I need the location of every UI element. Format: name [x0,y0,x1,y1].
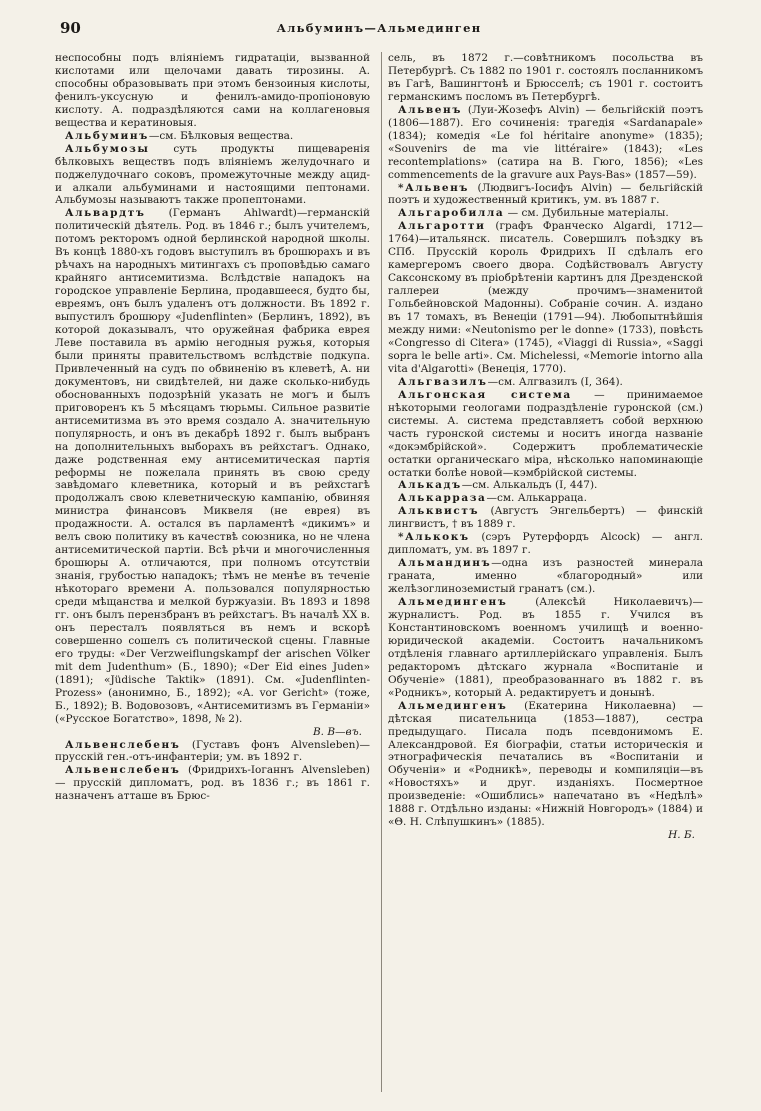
entry-text: (Людвигъ-Іосифъ Alvin) — бельгійскій поэтъ и художественный критикъ, ум. въ 1887 г. [388,181,703,207]
dictionary-entry [55,207,370,725]
entry-headword: Алькарраза [398,492,487,505]
entry-text: —см. Алькальдъ (I, 447). [461,479,598,492]
entry-headword: Альмандинъ [398,557,492,570]
dictionary-entry [388,479,703,492]
entry-headword: Альвенслебенъ [65,764,181,777]
dictionary-entry [55,130,370,143]
entry-headword: Альквистъ [398,505,480,518]
dictionary-entry [388,492,703,505]
dictionary-entry [55,764,370,803]
entry-text: (Густавъ фонъ Alvensleben)—прусскій ген.-отъ-инфантеріи; ум. въ 1892 г. [55,738,370,764]
entry-text: — принимаемое нѣкоторыми геологами подраздѣленіе гуронской (см.) системы. А. система представляетъ собой верхнюю часть гуронской системы и носитъ иногда названіе «докэмбрійской». Содержитъ проблематическіе остатки органическаго міра, нѣсколько напоминающіе остатки болѣе новой—кэмбрійской системы. [388,388,703,479]
author-signature: Н. Б. [668,829,695,842]
entry-text: (Екатерина Николаевна) — дѣтская писательница (1853—1887), сестра предыдущаго. Писала подъ псевдонимомъ Е. Александровой. Ея біографіи, статьи историческія и этнографическія печатались въ «Воспитаніи и Обученіи» и «Родникѣ», переводы и компиляціи—въ «Новостяхъ» и друг. изданіяхъ. Посмертное произведеніе: «Ошиблись» напечатано въ «Недѣлѣ» 1888 г. Отдѣльно изданы: «Нижній Новгородъ» (1884) и «Θ. Н. Слѣпушкинъ» (1885). [388,699,703,829]
page-header [52,19,706,39]
left-column [55,52,370,1092]
dictionary-entry [388,596,703,700]
dictionary-entry [55,52,370,130]
entry-headword: Альвардтъ [65,207,146,220]
entry-text: —см. Бѣлковыя вещества. [148,129,294,142]
entry-headword: Альбуминъ [65,129,149,142]
entry-headword: Альгвазилъ [398,375,488,388]
dictionary-entry [55,739,370,765]
author-signature: В. В—въ. [312,725,362,738]
entry-text: (графъ Франческо Algardi, 1712—1764)—итальянск. писатель. Совершилъ поѣздку въ СПб. Прусскій король Фридрихъ II сдѣлалъ его камергеромъ своего двора. Содѣйствовалъ Августу Саксонскому въ пріобрѣтеніи картинъ для Дрезденской галлереи (между прочимъ—знаменитой Гольбейновской Мадонны). Собраніе сочин. А. издано въ 17 томахъ, въ Венеціи (1791—94). Любопытнѣйшія между ними: «Neutonismo per le donne» (1733), повѣсть «Congresso di Citera» (1745), «Viaggi di Russia», «Saggi sopra le belle arti». См. Michelessi, «Memorie intorno alla vita d'Algarotti» (Венеція, 1770). [388,220,703,375]
entry-text: (сэръ Рутерфордъ Alcock) — англ. дипломатъ, ум. въ 1897 г. [388,531,703,557]
dictionary-entry [388,531,703,557]
page-number: 90 [60,19,81,37]
entry-text: — см. Дубильные матеріалы. [504,207,669,220]
entry-text: —см. Алькарраца. [486,492,587,505]
entry-text: (Фридрихъ-Іоганнъ Alvensleben) — прусскій дипломатъ, род. въ 1836 г.; въ 1861 г. назначенъ атташе въ Брюс- [55,764,370,803]
dictionary-entry [55,143,370,208]
entry-headword: Альмедингенъ [398,699,508,712]
dictionary-entry [388,104,703,182]
right-column [388,52,703,1092]
entry-headword: Альмедингенъ [398,596,508,609]
entry-text: сель, въ 1872 г.—совѣтникомъ посольства въ Петербургѣ. Съ 1882 по 1901 г. состоялъ посланникомъ въ Гагѣ, Вашингтонѣ и Брюсселѣ; съ 1901 г. состоитъ германскимъ посломъ въ Петербургѣ. [388,52,703,103]
entry-headword: *Алькокъ [398,531,470,544]
entry-text: (Алексѣй Николаевичъ)—журналистъ. Род. въ 1855 г. Учился въ Константиновскомъ военномъ училищѣ и военно-юридической академіи. Состоитъ начальникомъ отдѣленія главнаго артиллерійскаго управленія. Былъ редакторомъ дѣтскаго журнала «Воспитаніе и Обученіе» (1881), преобразованнаго въ 1882 г. въ «Родникъ», который А. редактируетъ и донынѣ. [388,596,703,699]
dictionary-entry [388,376,703,389]
entry-text: суть продукты пищеваренія бѣлковыхъ веществъ подъ вліяніемъ желудочнаго и поджелудочнаго соковъ, промежуточные между ацид- и алкали альбуминами и настоящими пептонами. Альбумозы называютъ также пропептонами. [55,142,370,207]
entry-headword: Алькадъ [398,479,462,492]
dictionary-entry [388,700,703,830]
entry-headword: Альгаротти [398,220,486,233]
entry-text: (Луи-Жозефъ Alvin) — бельгійскій поэтъ (1806—1887). Его сочиненія: трагедія «Sardanapale» (1834); комедія «Le fol héritaire anonyme» (1835); «Souvenirs de ma vie littéraire» (1843); «Les recontemplations» (сатира на В. Гюго, 1856); «Les commencements de la gravure aux Pays-Bas» (1857—59). [388,103,703,181]
dictionary-entry [388,505,703,531]
dictionary-entry [388,182,703,208]
entry-headword: *Альвенъ [398,181,470,194]
dictionary-entry [388,389,703,480]
entry-headword: Альвенслебенъ [65,738,181,751]
entry-text: (Августъ Энгельбертъ) — финскій лингвистъ, † въ 1889 г. [388,505,703,531]
dictionary-entry [388,220,703,375]
dictionary-entry [388,52,703,104]
running-title: Альбуминъ—Альмединген [276,21,482,35]
entry-text: —см. Алгвазилъ (I, 364). [487,375,623,388]
entry-text: неспособны подъ вліяніемъ гидратаціи, вызванной кислотами или щелочами давать тирозины. А. способны образовывать при этомъ бензоиныя кислоты, фенилъ-уксусную и фенилъ-амидо-пропіоновую кислоту. А. подраздѣляются сами на коллагеновыя вещества и кератиновыя. [55,52,370,129]
entry-headword: Альгонская система [398,388,572,401]
dictionary-entry [388,557,703,596]
entry-headword: Альвенъ [398,103,462,116]
column-divider [381,52,382,1092]
entry-headword: Альбумозы [65,142,150,155]
entry-headword: Альгаробилла [398,207,505,220]
dictionary-entry [388,207,703,220]
entry-text: (Германъ Ahlwardt)—германскій политическій дѣятель. Род. въ 1846 г.; былъ учителемъ, потомъ ректоромъ одной берлинской народной школы. Въ концѣ 1880-хъ годовъ выступилъ въ брошюрахъ и въ рѣчахъ на народныхъ митингахъ съ проповѣдью самаго крайняго антисемитизма. Вслѣдствіе нападокъ на городское управленіе Берлина, продавшееся, будто бы, евреямъ, онъ былъ удаленъ отъ должности. Въ 1892 г. выпустилъ брошюру «Judenflinten» (Берлинъ, 1892), въ которой доказывалъ, что оружейная фабрика еврея Леве поставила въ армію негодныя ружья, которыя были приняты правительствомъ вслѣдствіе подкупа. Привлеченный на судъ по обвиненію въ клеветѣ, А. ни документовъ, ни свидѣтелей, ни даже сколько-нибудь обоснованныхъ подозрѣній указать не могъ и былъ приговоренъ къ 5 мѣсяцамъ тюрьмы. Сильное развитіе антисемитизма въ это время создало А. значительную популярность, и онъ въ декабрѣ 1892 г. былъ выбранъ на дополнительныхъ выборахъ въ рейхстагъ. Однако, даже родственная ему антисемитическая партія реформы не пожелала принять въ свою среду завѣдомаго клеветника, который и въ рейхстагѣ продолжалъ свою клеветническую кампанію, обвиняя министра финансовъ Миквеля (не еврея) въ продажности. А. остался въ парламентѣ «дикимъ» и велъ свою политику въ качествѣ союзника, но не члена антисемитической партіи. Всѣ рѣчи и многочисленныя брошюры А. отличаются, при полномъ отсутствіи знанія, грубостью нападокъ; тѣмъ не менѣе въ теченіе нѣкотораго времени А. пользовался популярностью среди мѣщанства и мелкой буржуазіи. Въ 1893 и 1898 гг. онъ былъ перензбранъ въ рейхстагъ. Въ началѣ XX в. онъ пересталъ появляться въ немъ и вскорѣ совершенно сошелъ съ политической сцены. Главные его труды: «Der Verzweiflungskampf der arischen Völker mit dem Judenthum» (Б., 1890); «Der Eid eines Juden» (1891); «Jüdische Taktik» (1891). См. «Judenflinten-Prozess» (анонимно, Б., 1892); «A. vor Gericht» (тоже, Б., 1892); В. Водовозовъ, «Антисемитизмъ въ Германіи» («Русское Богатство», 1898, № 2). [55,207,370,725]
entry-text: —одна изъ разностей минерала граната, именно «благородный» или желѣзоглиноземистый гранатъ (см.). [388,557,703,596]
